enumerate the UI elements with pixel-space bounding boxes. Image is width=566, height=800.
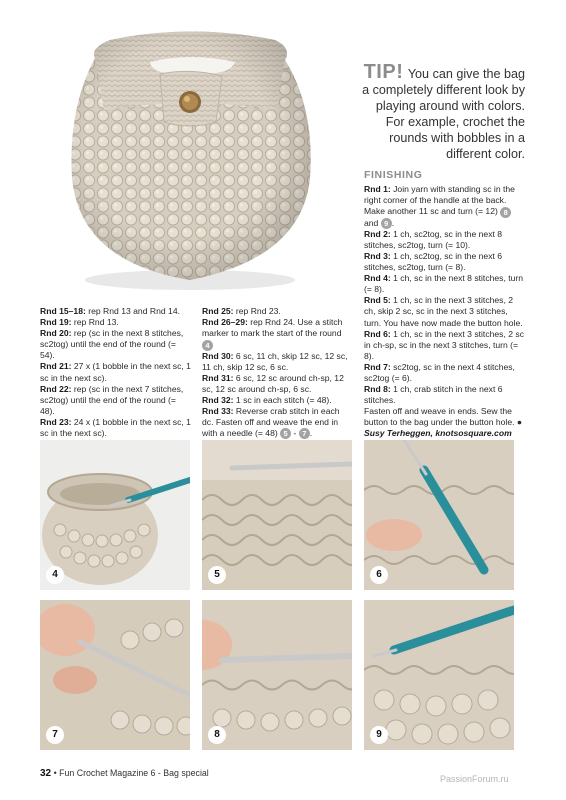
step-badge: 4 [202, 340, 213, 351]
closing-text: Fasten off and weave in ends. Sew the button to the bag under the button hole. ● [364, 406, 523, 428]
photo-number: 7 [46, 726, 64, 744]
instruction-row: Rnd 26–29: rep Rnd 24. Use a stitch marker to mark the start of the round 4 [202, 317, 343, 350]
watermark: PassionForum.ru [440, 774, 509, 784]
designer-credit: Susy Terheggen, knotsosquare.com [364, 428, 512, 439]
instructions-column-left [40, 306, 192, 450]
instruction-row: Rnd 5: 1 ch, sc in the next 3 stitches, 2 ch, skip 2 sc, sc in the next 3 stitches, turn. You have now made the button hole. [364, 295, 523, 328]
photo-number: 5 [208, 566, 226, 584]
instruction-row: Rnd 3: 1 ch, sc2tog, sc in the next 6 stitches, sc2tog, turn (= 8). [364, 250, 503, 273]
photo-number: 4 [46, 566, 64, 584]
instruction-row: Rnd 2: 1 ch, sc2tog, sc in the next 8 stitches, sc2tog, turn (= 10). [364, 228, 503, 250]
step-photo-4 [40, 440, 190, 590]
step-photo-6 [364, 440, 514, 590]
instruction-row: Rnd 30: 6 sc, 11 ch, skip 12 sc, 12 sc, 11 ch, skip 12 sc, 6 sc. [202, 350, 348, 372]
instruction-row: Rnd 4: 1 ch, sc in the next 8 stitches, turn (= 8). [364, 273, 524, 295]
hero-bag-photo [40, 18, 340, 298]
footer-bullet: • [53, 768, 57, 778]
magazine-title: Fun Crochet Magazine 6 - Bag special [59, 768, 209, 778]
instruction-row: Rnd 6: 1 ch, sc in the next 3 stitches, 2 sc in ch-sp, sc in the next 3 stitches, turn (= 8). [364, 328, 525, 361]
instruction-row: Rnd 32: 1 sc in each stitch (= 48). [202, 394, 332, 405]
finishing-column [364, 170, 526, 440]
step-photo-9 [364, 600, 514, 750]
instruction-row: Rnd 20: rep (sc in the next 8 stitches, sc2tog) until the end of the round (= 54). [40, 328, 184, 361]
instruction-row: Rnd 23: 24 x (1 bobble in the next sc, 1 sc in the next sc). [40, 416, 191, 439]
step-badge: 5 [280, 428, 291, 439]
step-badge: 7 [299, 428, 310, 439]
instruction-row: Rnd 15–18: rep Rnd 13 and Rnd 14. [40, 306, 180, 316]
photo-number: 6 [370, 566, 388, 584]
tip-heading: TIP! [363, 61, 404, 83]
photo-number: 9 [370, 726, 388, 744]
page-number: 32 [40, 768, 52, 779]
tip-text: You can give the bag a completely different look by playing around with colors. For example, crochet the rounds with bobbles in a different color. [362, 67, 525, 161]
instruction-row: Rnd 19: rep Rnd 13. [40, 317, 119, 328]
step-photo-7 [40, 600, 190, 750]
instruction-row: Rnd 8: 1 ch, crab stitch in the next 6 stitches. [364, 384, 503, 406]
step-photo-5 [202, 440, 352, 590]
page-footer [40, 768, 209, 779]
instruction-row: Rnd 1: Join yarn with standing sc in the right corner of the handle at the back. Make another 11 sc and turn (= 12) 8 and 9 . [364, 184, 515, 228]
instruction-row: Rnd 7: sc2tog, sc in the next 4 stitches, sc2tog (= 6). [364, 361, 515, 383]
instruction-row: Rnd 21: 27 x (1 bobble in the next sc, 1 sc in the next sc). [40, 361, 191, 383]
instruction-row: Rnd 25: rep Rnd 23. [202, 306, 281, 316]
step-photo-8 [202, 600, 352, 750]
step-badge: 8 [500, 207, 511, 218]
instruction-row: Rnd 22: rep (sc in the next 7 stitches, sc2tog) until the end of the round (= 48). [40, 383, 184, 416]
instructions-column-middle [202, 306, 352, 439]
step-badge: 9 [381, 218, 392, 229]
finishing-heading: FINISHING [364, 169, 423, 181]
photo-number: 8 [208, 726, 226, 744]
instruction-row: Rnd 33: Reverse crab stitch in each dc. Fasten off and weave the end in with a needle (= 48) 5 - 7 . [202, 405, 340, 439]
instruction-row: Rnd 31: 6 sc, 12 sc around ch-sp, 12 sc, 12 sc around ch-sp, 6 sc. [202, 372, 344, 394]
tip-box [355, 61, 525, 162]
